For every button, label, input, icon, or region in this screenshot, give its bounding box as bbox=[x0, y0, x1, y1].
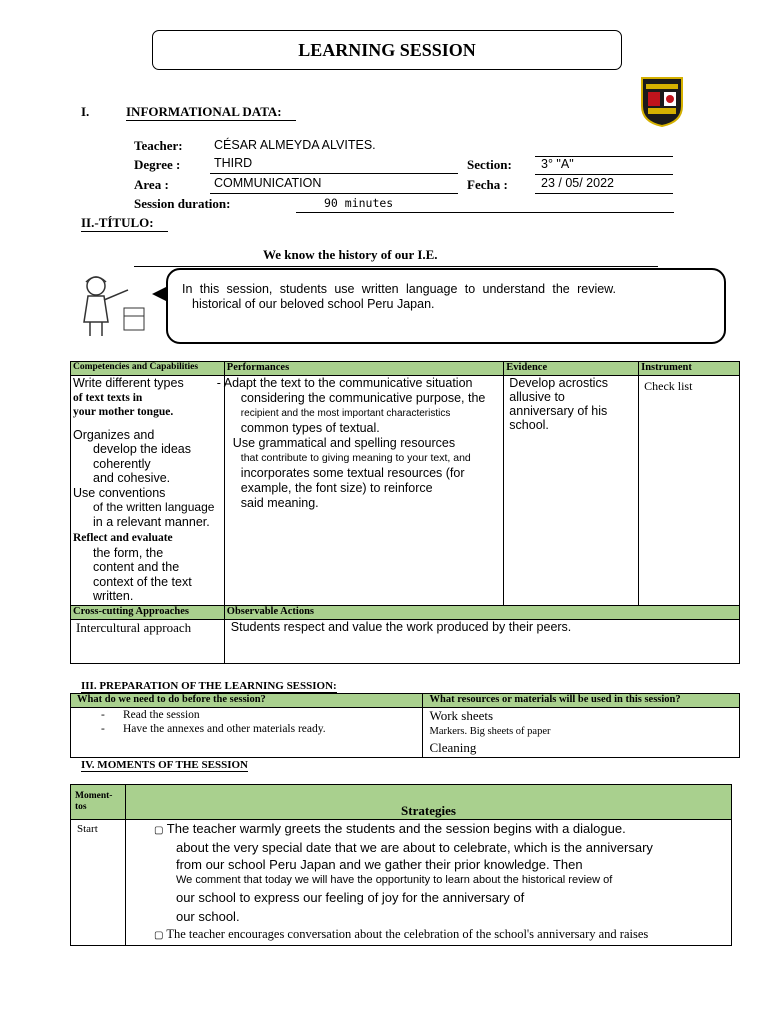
preparation-heading: III. PREPARATION OF THE LEARNING SESSION: bbox=[81, 680, 337, 692]
action-value: Students respect and value the work produced by their peers. bbox=[230, 620, 572, 634]
comp-line: context of the text bbox=[93, 574, 192, 589]
comp-line: Organizes and bbox=[73, 427, 155, 442]
header-cross-cutting: Cross-cutting Approaches bbox=[71, 606, 225, 620]
fecha-label: Fecha : bbox=[467, 177, 508, 192]
comp-line: of the written language bbox=[93, 500, 215, 514]
performances-cell bbox=[216, 376, 504, 606]
perf-line: - Adapt the text to the communicative situation bbox=[216, 376, 473, 390]
evidence-line: school. bbox=[509, 418, 549, 432]
evidence-line: anniversary of his bbox=[509, 404, 608, 418]
start-label: Start bbox=[71, 820, 126, 946]
instrument-value: Check list bbox=[644, 379, 693, 393]
strategy-line: our school to express our feeling of joy for the anniversary of bbox=[175, 890, 525, 905]
moments-table bbox=[70, 784, 732, 946]
page-title: LEARNING SESSION bbox=[152, 30, 622, 70]
strategy-line: ▢ The teacher encourages conversation about the celebration of the school's anniversary and raises bbox=[153, 927, 649, 941]
perf-line: recipient and the most important characteristics bbox=[240, 408, 451, 419]
instrument-cell bbox=[639, 376, 740, 606]
perf-line: Use grammatical and spelling resources bbox=[232, 436, 456, 450]
section-label: Section: bbox=[467, 157, 512, 172]
perf-line: that contribute to giving meaning to your text, and bbox=[240, 452, 471, 464]
header-strategies: Strategies bbox=[125, 785, 731, 820]
competencies-cell bbox=[71, 376, 225, 606]
perf-line: said meaning. bbox=[240, 496, 319, 510]
duration-value: 90 minutes bbox=[296, 196, 674, 213]
header-moments: Moment-tos bbox=[71, 785, 126, 820]
strategy-line: about the very special date that we are about to celebrate, which is the anniversary bbox=[175, 840, 653, 855]
comp-line: Reflect and evaluate bbox=[73, 532, 173, 544]
bubble-text bbox=[182, 282, 616, 312]
comp-line: coherently bbox=[93, 456, 151, 471]
approach-cell bbox=[71, 620, 225, 664]
section-number: I. bbox=[81, 104, 90, 119]
strategies-cell bbox=[125, 820, 731, 946]
evidence-line: Develop acrostics bbox=[509, 376, 608, 390]
approach-value: Intercultural approach bbox=[76, 620, 192, 635]
section-value: 3° "A" bbox=[535, 156, 673, 175]
evidence-line: allusive to bbox=[509, 390, 565, 404]
comp-line: develop the ideas bbox=[93, 442, 191, 456]
actions-cell bbox=[224, 620, 739, 664]
perf-line: common types of textual. bbox=[240, 421, 380, 435]
header-evidence: Evidence bbox=[504, 362, 639, 376]
header-before-session: What do we need to do before the session? bbox=[71, 694, 423, 708]
duration-label: Session duration: bbox=[134, 196, 231, 211]
material-item: Markers. Big sheets of paper bbox=[429, 726, 551, 737]
title-underline bbox=[134, 266, 658, 267]
header-materials: What resources or materials will be used in this session? bbox=[423, 694, 740, 708]
teacher-value: CÉSAR ALMEYDA ALVITES. bbox=[214, 138, 376, 152]
materials-cell bbox=[423, 708, 740, 758]
session-title: We know the history of our I.E. bbox=[263, 247, 438, 262]
evidence-cell bbox=[504, 376, 639, 606]
before-item: - Read the session bbox=[101, 709, 200, 721]
perf-line: example, the font size) to reinforce bbox=[240, 481, 433, 495]
comp-line: Write different types bbox=[73, 376, 184, 390]
strategy-line: from our school Peru Japan and we gather their prior knowledge. Then bbox=[175, 857, 583, 872]
comp-line: content and the bbox=[93, 560, 180, 574]
comp-line: Use conventions bbox=[73, 485, 166, 500]
moments-heading: IV. MOMENTS OF THE SESSION bbox=[81, 759, 248, 771]
header-observable-actions: Observable Actions bbox=[224, 606, 739, 620]
strategy-line: We comment that today we will have the opportunity to learn about the historical review of bbox=[175, 874, 613, 886]
comp-line: of text texts in bbox=[73, 391, 143, 404]
competencies-table bbox=[70, 361, 740, 664]
material-item: Work sheets bbox=[429, 708, 494, 723]
degree-label: Degree : bbox=[134, 157, 181, 172]
header-competencies: Competencies and Capabilities bbox=[71, 362, 225, 376]
header-performances: Performances bbox=[224, 362, 504, 376]
strategy-line: our school. bbox=[175, 909, 240, 924]
before-cell bbox=[71, 708, 423, 758]
comp-line: the form, the bbox=[93, 545, 164, 560]
material-item: Cleaning bbox=[429, 740, 477, 755]
area-label: Area : bbox=[134, 177, 169, 192]
section-heading: INFORMATIONAL DATA: bbox=[126, 104, 296, 121]
before-item: - Have the annexes and other materials ready. bbox=[101, 723, 326, 735]
speech-bubble-tail bbox=[152, 286, 168, 302]
titulo-heading: II.-TÍTULO: bbox=[81, 215, 168, 232]
fecha-value: 23 / 05/ 2022 bbox=[535, 176, 673, 194]
school-crest-logo bbox=[640, 76, 684, 128]
teacher-label: Teacher: bbox=[134, 138, 183, 153]
comp-line: your mother tongue. bbox=[73, 406, 174, 418]
perf-line: incorporates some textual resources (for bbox=[240, 466, 465, 480]
header-instrument: Instrument bbox=[639, 362, 740, 376]
perf-line: considering the communicative purpose, the bbox=[240, 391, 486, 405]
comp-line: and cohesive. bbox=[93, 471, 171, 485]
bubble-line-2: historical of our beloved school Peru Japan. bbox=[192, 297, 435, 311]
area-value: COMMUNICATION bbox=[210, 176, 458, 194]
bubble-line-1: In this session, students use written language to understand the review. bbox=[182, 282, 616, 296]
degree-value: THIRD bbox=[210, 156, 458, 174]
comp-line: in a relevant manner. bbox=[93, 514, 210, 529]
comp-line: written. bbox=[93, 589, 134, 603]
preparation-table bbox=[70, 693, 740, 758]
strategy-line: ▢ The teacher warmly greets the students and the session begins with a dialogue. bbox=[153, 821, 626, 836]
teacher-illustration-icon bbox=[78, 272, 146, 338]
